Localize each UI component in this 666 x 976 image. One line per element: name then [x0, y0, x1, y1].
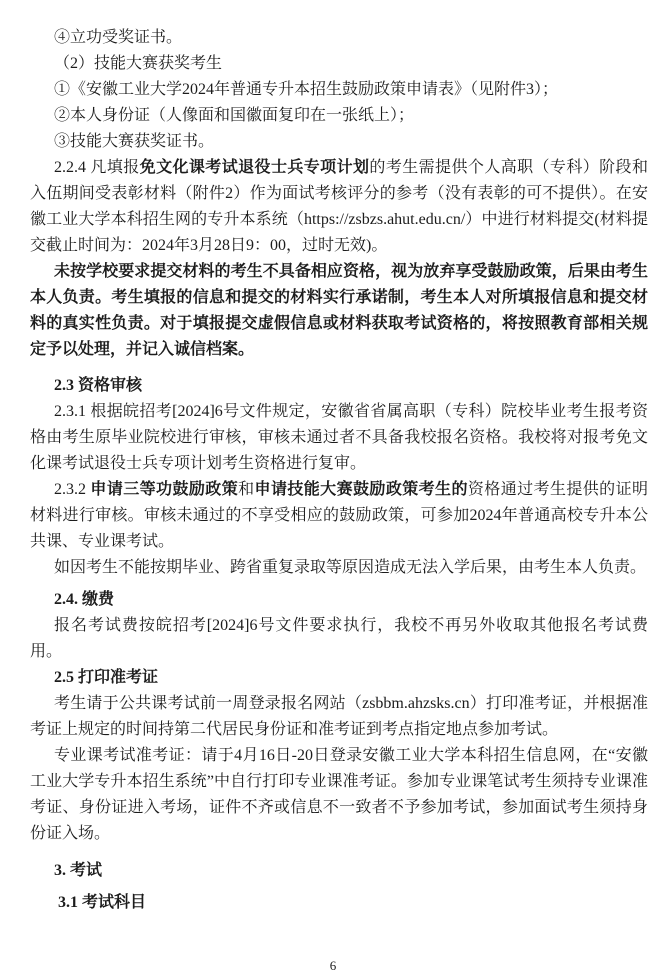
paragraph-2-3-2	[30, 477, 648, 555]
paragraph-2-4-fee: 报名考试费按皖招考[2024]6号文件要求执行，我校不再另外收取其他报名考试费用。	[30, 617, 648, 660]
heading-2-4-payment: 2.4. 缴费	[54, 591, 115, 608]
heading-2-3-qualification-review: 2.3 资格审核	[54, 377, 143, 394]
paragraph-warning: 未按学校要求提交材料的考生不具备相应资格，视为放弃享受鼓励政策，后果由考生本人负责。考生填报的信息和提交的材料实行承诺制，考生本人对所填报信息和提交材料的真实性负责。对于填报提交虚假信息或材料获取考试资格的，将按照教育部相关规定予以处理，并记入诚信档案。	[30, 263, 648, 358]
paragraph-2-2-4-bold-plan: 免文化课考试退役士兵专项计划	[139, 159, 370, 176]
paragraph-2-3-1: 2.3.1 根据皖招考[2024]6号文件规定，安徽省省属高职（专科）院校毕业考生报考资格由考生原毕业院校进行审核，审核未通过者不具备我校报名资格。我校将对报考免文化课考试退役士兵专项计划考生资格进行复审。	[30, 403, 648, 472]
list-item-skill-contest-winners: （2）技能大赛获奖考生	[54, 55, 223, 72]
paragraph-2-2-4	[30, 155, 648, 259]
paragraph-2-3-2-bold-merit-policy: 申请三等功鼓励政策	[90, 481, 239, 498]
page-number: 6	[329, 958, 337, 973]
list-item-contest-cert: ③技能大赛获奖证书。	[54, 133, 215, 150]
list-item-id-card: ②本人身份证（人像面和国徽面复印在一张纸上）；	[54, 107, 415, 124]
paragraph-2-2-4-rest: 的考生需提供个人高职（专科）阶段和入伍期间受表彰材料（附件2）作为面试考核评分的参考（没有表彰的可不提供）。在安徽工业大学本科招生网的专升本系统（https://zsbzs.ahut.edu.cn/）中进行材料提交(材料提交截止时间为：2024年3月28日9：00，过时无效)。	[30, 159, 648, 254]
paragraph-2-3-2-lead: 2.3.2	[54, 481, 91, 498]
paragraph-2-3-2-and: 和	[238, 481, 255, 498]
paragraph-2-2-4-lead: 2.2.4 凡填报	[54, 159, 140, 176]
heading-3-1-exam-subjects: 3.1 考试科目	[58, 894, 147, 911]
heading-3-examination: 3. 考试	[54, 862, 103, 879]
paragraph-enrollment-responsibility: 如因考生不能按期毕业、跨省重复录取等原因造成无法入学后果，由考生本人负责。	[54, 559, 647, 576]
paragraph-2-5-public-course-ticket: 考生请于公共课考试前一周登录报名网站（zsbbm.ahzsks.cn）打印准考证，并根据准考证上规定的时间持第二代居民身份证和准考证到考点指定地点参加考试。	[30, 695, 648, 738]
heading-2-5-print-admission-ticket: 2.5 打印准考证	[54, 669, 159, 686]
paragraph-2-3-2-bold-contest-policy: 申请技能大赛鼓励政策考生的	[254, 481, 468, 498]
list-item-merit-cert: ④立功受奖证书。	[54, 29, 183, 46]
list-item-application-form: ①《安徽工业大学2024年普通专升本招生鼓励政策申请表》（见附件3）；	[54, 81, 559, 98]
paragraph-2-3-2-rest: 资格通过考生提供的证明材料进行审核。审核未通过的不享受相应的鼓励政策，可参加2024年普通高校专升本公共课、专业课考试。	[30, 481, 648, 550]
paragraph-2-5-major-course-ticket: 专业课考试准考证：请于4月16日-20日登录安徽工业大学本科招生信息网，在“安徽工业大学专升本招生系统”中自行打印专业课准考证。参加专业课笔试考生须持专业课准考证、身份证进入考场，证件不齐或信息不一致者不予参加考试，参加面试考生须持身份证入场。	[30, 747, 648, 842]
